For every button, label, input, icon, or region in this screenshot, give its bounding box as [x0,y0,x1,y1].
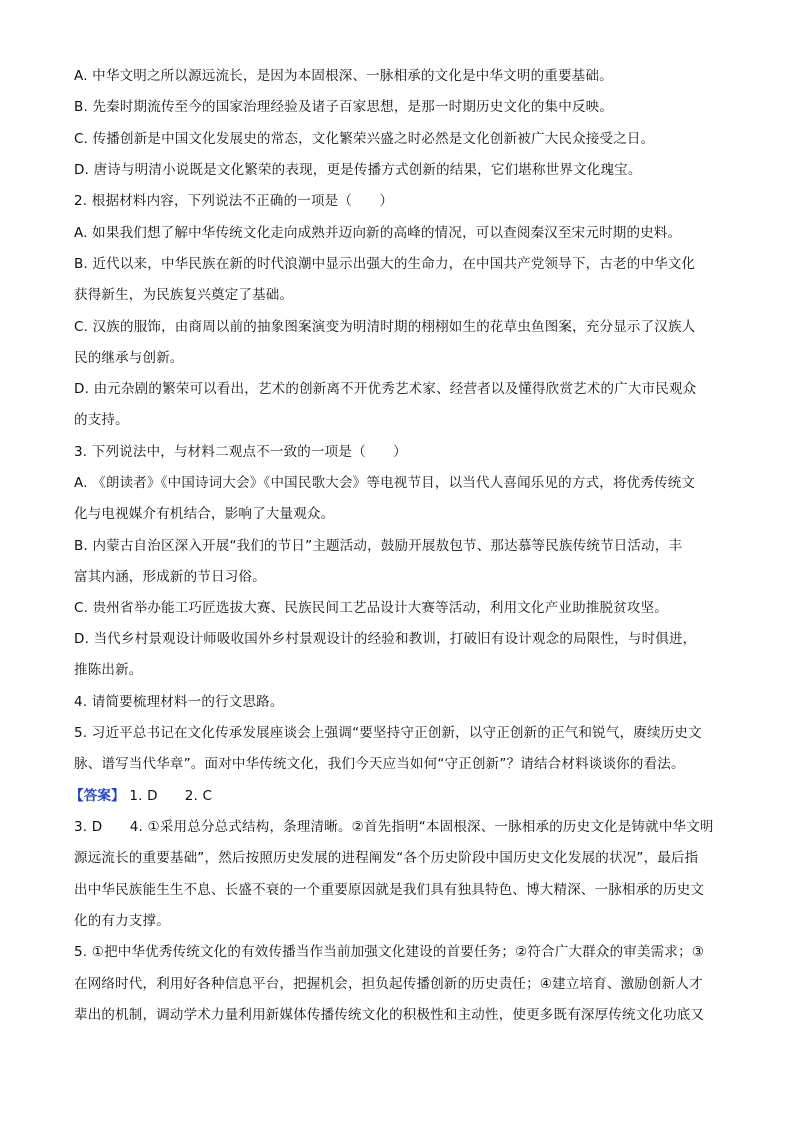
option-2c-line2: 民的继承与创新。 [74,350,184,366]
answer-4-line2: 源远流长的重要基础”，然后按照历史发展的进程阐发“各个历史阶段中国历史文化发展的状况”，最后指 [74,850,699,866]
question-2: 2. 根据材料内容，下列说法不正确的一项是（ ） [74,193,394,209]
option-3a-line1: A. 《朗读者》《中国诗词大会》《中国民歌大会》等电视节目，以当代人喜闻乐见的方式，将优秀传统文 [74,475,696,491]
answer-1: 1. D [129,788,158,804]
option-2d-line1: D. 由元杂剧的繁荣可以看出，艺术的创新离不开优秀艺术家、经营者以及懂得欣赏艺术的广大市民观众 [74,381,697,397]
answer-tag: 【答案】 [70,788,125,804]
option-1a: A. 中华文明之所以源远流长，是因为本固根深、一脉相承的文化是中华文明的重要基础。 [74,68,613,84]
option-3a-line2: 化与电视媒介有机结合，影响了大量观众。 [74,506,335,522]
answer-3-4-line1: 3. D 4. ①采用总分总式结构，条理清晰。②首先指明“本固根深、一脉相承的历史文化是铸就中华文明 [74,819,714,835]
option-1c: C. 传播创新是中国文化发展史的常态，文化繁荣兴盛之时必然是文化创新被广大民众接受之日。 [74,131,655,147]
answer-4-line3: 出中华民族能生生不息、长盛不衰的一个重要原因就是我们具有独具特色、博大精深、一脉相承的历史文 [74,882,705,898]
option-3d-line1: D. 当代乡村景观设计师吸收国外乡村景观设计的经验和教训，打破旧有设计观念的局限性，与时俱进， [74,631,697,647]
option-2a: A. 如果我们想了解中华传统文化走向成熟并迈向新的高峰的情况，可以查阅秦汉至宋元时期的史料。 [74,225,682,241]
answer-5-line3: 辈出的机制，调动学术力量利用新媒体传播传统文化的积极性和主动性，使更多既有深厚传统文化功底又 [74,1007,705,1023]
option-3c: C. 贵州省举办能工巧匠选拔大赛、民族民间工艺品设计大赛等活动，利用文化产业助推脱贫攻坚。 [74,600,669,616]
option-2c-line1: C. 汉族的服饰，由商周以前的抽象图案演变为明清时期的栩栩如生的花草虫鱼图案，充分显示了汉族人 [74,319,696,335]
question-5-line1: 5. 习近平总书记在文化传承发展座谈会上强调“要坚持守正创新，以守正创新的正气和锐气，赓续历史文 [74,725,702,741]
option-3b-line2: 富其内涵，形成新的节日习俗。 [74,569,266,585]
question-4: 4. 请简要梳理材料一的行文思路。 [74,694,284,710]
option-3b-line1: B. 内蒙古自治区深入开展“我们的节日”主题活动，鼓励开展敖包节、那达慕等民族传统节日活动，丰 [74,538,683,554]
option-2b-line2: 获得新生，为民族复兴奠定了基础。 [74,287,294,303]
answer-2: 2. C [184,788,213,804]
answer-line [70,786,212,806]
question-3: 3. 下列说法中，与材料二观点不一致的一项是（ ） [74,444,407,460]
option-1b: B. 先秦时期流传至今的国家治理经验及诸子百家思想，是那一时期历史文化的集中反映。 [74,99,614,115]
option-2d-line2: 的支持。 [74,412,129,428]
answer-4-line4: 化的有力支撑。 [74,913,170,929]
question-5-line2: 脉、谱写当代华章”。面对中华传统文化，我们今天应当如何“守正创新”？请结合材料谈谈你的看法。 [74,756,685,772]
option-3d-line2: 推陈出新。 [74,662,143,678]
answer-5-line2: 在网络时代，利用好各种信息平台，把握机会，担负起传播创新的历史责任；④建立培育、激励创新人才 [74,976,703,992]
answer-5-line1: 5. ①把中华优秀传统文化的有效传播当作当前加强文化建设的首要任务；②符合广大群众的审美需求；③ [74,944,705,960]
option-1d: D. 唐诗与明清小说既是文化繁荣的表现，更是传播方式创新的结果，它们堪称世界文化瑰宝。 [74,162,642,178]
option-2b-line1: B. 近代以来，中华民族在新的时代浪潮中显示出强大的生命力，在中国共产党领导下，古老的中华文化 [74,256,696,272]
